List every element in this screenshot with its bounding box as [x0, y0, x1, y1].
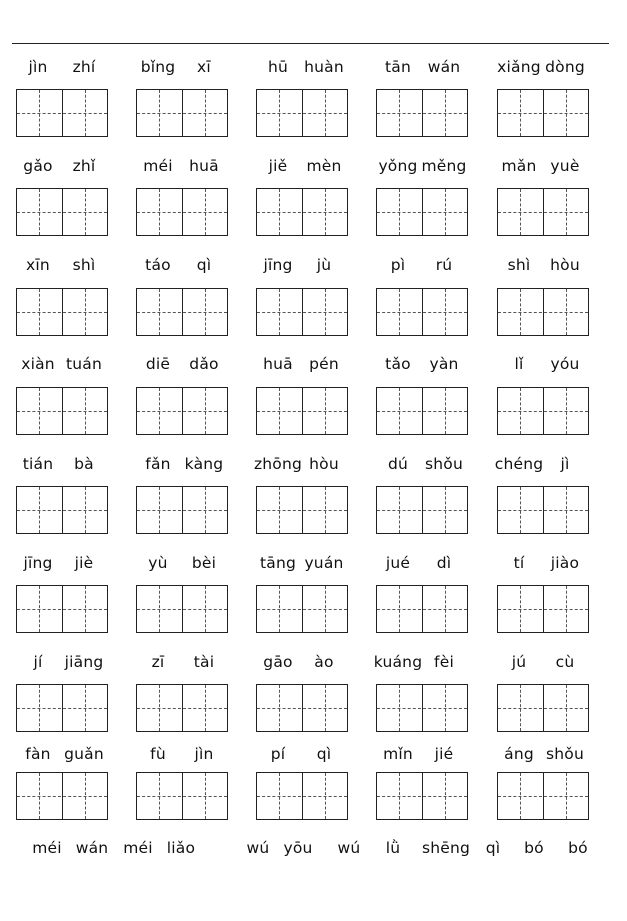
guide-line-horizontal [498, 212, 588, 213]
pinyin-syllable: jì [560, 455, 570, 473]
guide-line-horizontal [17, 312, 107, 313]
pinyin-syllable: shì [507, 256, 531, 274]
pinyin-syllable: yǒng [378, 157, 418, 175]
guide-line-horizontal [377, 312, 467, 313]
bottom-pinyin: wán [75, 839, 109, 857]
pinyin-syllable: tǎo [385, 355, 411, 373]
guide-line-horizontal [377, 510, 467, 511]
writing-box[interactable] [256, 772, 348, 820]
writing-box[interactable] [16, 188, 108, 236]
guide-line-horizontal [257, 212, 347, 213]
writing-box[interactable] [497, 684, 589, 732]
pinyin-syllable: chéng [494, 455, 544, 473]
writing-box[interactable] [497, 387, 589, 435]
writing-box[interactable] [497, 89, 589, 137]
pinyin-syllable: shǒu [424, 455, 464, 473]
pinyin-syllable: pí [270, 745, 286, 763]
writing-box[interactable] [136, 585, 228, 633]
guide-line-horizontal [137, 510, 227, 511]
writing-box[interactable] [497, 288, 589, 336]
writing-box[interactable] [136, 772, 228, 820]
guide-line-horizontal [257, 312, 347, 313]
guide-line-horizontal [137, 212, 227, 213]
pinyin-syllable: tài [193, 653, 215, 671]
writing-box[interactable] [256, 585, 348, 633]
writing-box[interactable] [376, 89, 468, 137]
guide-line-horizontal [377, 411, 467, 412]
pinyin-syllable: gǎo [23, 157, 53, 175]
pinyin-syllable: jué [385, 554, 411, 572]
guide-line-horizontal [498, 411, 588, 412]
bottom-pinyin: yōu [283, 839, 313, 857]
writing-box[interactable] [376, 188, 468, 236]
pinyin-syllable: tí [513, 554, 525, 572]
pinyin-syllable: tān [385, 58, 411, 76]
writing-box[interactable] [497, 585, 589, 633]
pinyin-syllable: lǐ [514, 355, 524, 373]
pinyin-syllable: rú [435, 256, 453, 274]
pinyin-syllable: áng [504, 745, 534, 763]
writing-box[interactable] [497, 188, 589, 236]
pinyin-syllable: yù [148, 554, 168, 572]
guide-line-horizontal [498, 796, 588, 797]
pinyin-syllable: mǐn [383, 745, 413, 763]
pinyin-syllable: méi [143, 157, 173, 175]
writing-box[interactable] [497, 772, 589, 820]
pinyin-syllable: jú [511, 653, 527, 671]
guide-line-horizontal [498, 609, 588, 610]
pinyin-syllable: ào [314, 653, 334, 671]
writing-box[interactable] [256, 387, 348, 435]
writing-box[interactable] [256, 89, 348, 137]
pinyin-syllable: shǒu [545, 745, 585, 763]
top-rule [12, 43, 609, 44]
guide-line-horizontal [17, 708, 107, 709]
pinyin-syllable: jiè [74, 554, 94, 572]
pinyin-syllable: tián [22, 455, 54, 473]
pinyin-syllable: kuáng [373, 653, 423, 671]
guide-line-horizontal [498, 113, 588, 114]
writing-box[interactable] [376, 684, 468, 732]
pinyin-syllable: gāo [263, 653, 293, 671]
pinyin-syllable: dǎo [189, 355, 219, 373]
pinyin-syllable: měng [421, 157, 467, 175]
bottom-pinyin: liǎo [166, 839, 196, 857]
pinyin-syllable: pén [309, 355, 339, 373]
pinyin-syllable: dòng [545, 58, 585, 76]
guide-line-horizontal [137, 708, 227, 709]
pinyin-syllable: xiàn [21, 355, 55, 373]
writing-box[interactable] [16, 288, 108, 336]
pinyin-syllable: zhōng [253, 455, 303, 473]
guide-line-horizontal [377, 609, 467, 610]
writing-box[interactable] [256, 486, 348, 534]
writing-box[interactable] [256, 288, 348, 336]
pinyin-syllable: dì [436, 554, 452, 572]
pinyin-syllable: guǎn [64, 745, 104, 763]
guide-line-horizontal [257, 796, 347, 797]
pinyin-syllable: wán [427, 58, 461, 76]
pinyin-syllable: shì [72, 256, 96, 274]
writing-box[interactable] [16, 585, 108, 633]
pinyin-syllable: yuè [550, 157, 580, 175]
bottom-pinyin: bó [524, 839, 544, 857]
bottom-pinyin: méi [32, 839, 62, 857]
writing-box[interactable] [376, 486, 468, 534]
guide-line-horizontal [137, 411, 227, 412]
guide-line-horizontal [377, 113, 467, 114]
writing-box[interactable] [136, 684, 228, 732]
pinyin-syllable: táo [145, 256, 171, 274]
pinyin-syllable: dú [387, 455, 409, 473]
guide-line-horizontal [17, 796, 107, 797]
writing-box[interactable] [16, 89, 108, 137]
writing-box[interactable] [256, 684, 348, 732]
writing-box[interactable] [16, 684, 108, 732]
guide-line-horizontal [498, 510, 588, 511]
bottom-pinyin: lǜ [385, 839, 401, 857]
pinyin-syllable: fǎn [145, 455, 171, 473]
bottom-pinyin: shēng [421, 839, 471, 857]
guide-line-horizontal [498, 708, 588, 709]
writing-box[interactable] [16, 387, 108, 435]
guide-line-horizontal [498, 312, 588, 313]
guide-line-horizontal [17, 510, 107, 511]
pinyin-syllable: jīng [23, 554, 53, 572]
bottom-pinyin: qì [485, 839, 501, 857]
pinyin-syllable: jīng [263, 256, 293, 274]
pinyin-syllable: mǎn [501, 157, 537, 175]
pinyin-syllable: qì [316, 745, 332, 763]
pinyin-syllable: xiǎng [497, 58, 541, 76]
pinyin-syllable: jìn [28, 58, 48, 76]
writing-box[interactable] [136, 89, 228, 137]
writing-box[interactable] [256, 188, 348, 236]
guide-line-horizontal [137, 312, 227, 313]
pinyin-syllable: yuán [304, 554, 344, 572]
pinyin-syllable: hòu [309, 455, 339, 473]
pinyin-syllable: bà [74, 455, 94, 473]
bottom-pinyin: wú [337, 839, 361, 857]
guide-line-horizontal [257, 113, 347, 114]
writing-box[interactable] [136, 288, 228, 336]
pinyin-syllable: jìn [194, 745, 214, 763]
pinyin-syllable: fèi [434, 653, 454, 671]
guide-line-horizontal [377, 708, 467, 709]
pinyin-syllable: tuán [65, 355, 103, 373]
pinyin-syllable: hū [267, 58, 289, 76]
pinyin-syllable: zhǐ [72, 157, 96, 175]
pinyin-syllable: yàn [429, 355, 459, 373]
pinyin-syllable: jiào [550, 554, 580, 572]
pinyin-syllable: zī [151, 653, 165, 671]
pinyin-syllable: pì [390, 256, 406, 274]
guide-line-horizontal [17, 411, 107, 412]
writing-box[interactable] [376, 387, 468, 435]
guide-line-horizontal [137, 609, 227, 610]
pinyin-syllable: diē [145, 355, 171, 373]
guide-line-horizontal [137, 113, 227, 114]
pinyin-syllable: jiāng [64, 653, 104, 671]
pinyin-syllable: tāng [259, 554, 297, 572]
pinyin-syllable: mèn [306, 157, 342, 175]
pinyin-syllable: xīn [26, 256, 50, 274]
writing-box[interactable] [376, 288, 468, 336]
pinyin-syllable: jù [316, 256, 332, 274]
pinyin-syllable: kàng [184, 455, 224, 473]
pinyin-syllable: zhí [72, 58, 96, 76]
writing-box[interactable] [376, 772, 468, 820]
pinyin-syllable: huā [263, 355, 293, 373]
writing-box[interactable] [497, 486, 589, 534]
pinyin-syllable: jí [33, 653, 43, 671]
guide-line-horizontal [377, 212, 467, 213]
guide-line-horizontal [17, 113, 107, 114]
pinyin-syllable: jié [434, 745, 454, 763]
guide-line-horizontal [257, 708, 347, 709]
bottom-pinyin: méi [123, 839, 153, 857]
pinyin-syllable: fàn [25, 745, 51, 763]
writing-box[interactable] [136, 387, 228, 435]
pinyin-syllable: bǐng [140, 58, 176, 76]
guide-line-horizontal [257, 609, 347, 610]
writing-box[interactable] [136, 486, 228, 534]
pinyin-syllable: huā [189, 157, 219, 175]
pinyin-syllable: xī [197, 58, 211, 76]
bottom-pinyin: bó [568, 839, 588, 857]
guide-line-horizontal [257, 411, 347, 412]
writing-box[interactable] [376, 585, 468, 633]
writing-box[interactable] [136, 188, 228, 236]
pinyin-syllable: jiě [268, 157, 288, 175]
guide-line-horizontal [377, 796, 467, 797]
pinyin-syllable: bèi [191, 554, 217, 572]
pinyin-syllable: fù [150, 745, 166, 763]
guide-line-horizontal [17, 212, 107, 213]
bottom-pinyin: wú [246, 839, 270, 857]
guide-line-horizontal [257, 510, 347, 511]
pinyin-syllable: qì [196, 256, 212, 274]
pinyin-syllable: hòu [550, 256, 580, 274]
pinyin-syllable: huàn [304, 58, 344, 76]
writing-box[interactable] [16, 772, 108, 820]
pinyin-syllable: yóu [550, 355, 580, 373]
guide-line-horizontal [137, 796, 227, 797]
pinyin-syllable: cù [555, 653, 575, 671]
writing-box[interactable] [16, 486, 108, 534]
guide-line-horizontal [17, 609, 107, 610]
